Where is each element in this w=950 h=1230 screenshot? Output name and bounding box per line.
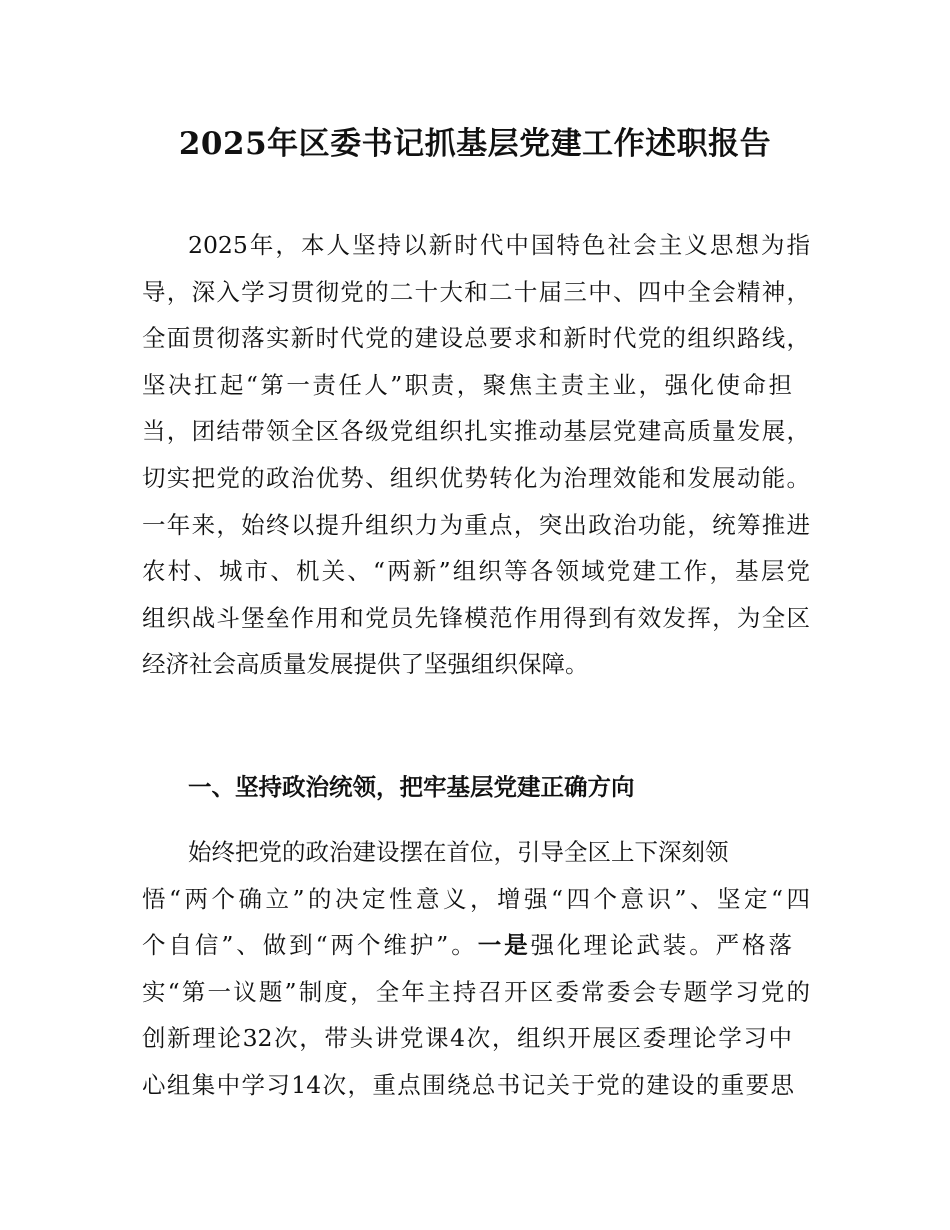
text-line: 全面贯彻落实新时代党的建设总要求和新时代党的组织路线， [142, 324, 810, 353]
text-line: 经济社会高质量发展提供了坚强组织保障。 [142, 650, 589, 679]
text-line: 坚决扛起“第一责任人”职责，聚焦主责主业，强化使命担 [142, 370, 792, 399]
text-line: 悟“两个确立”的决定性意义，增强“四个意识”、坚定“四 [142, 884, 810, 913]
text-segment: 个自信”、做到“两个维护”。 [142, 931, 478, 960]
text-line: 2025年，本人坚持以新时代中国特色社会主义思想为指 [188, 231, 810, 259]
text-line: 组织战斗堡垒作用和党员先锋模范作用得到有效发挥，为全区 [142, 603, 810, 632]
text-segment: 强化理论武装。严格落 [530, 931, 793, 960]
document-title: 2025年区委书记抓基层党建工作述职报告 [178, 126, 772, 162]
text-line: 实“第一议题”制度，全年主持召开区委常委会专题学习党的 [142, 977, 810, 1006]
section-heading: 一、坚持政治统领，把牢基层党建正确方向 [188, 773, 635, 801]
text-line: 切实把党的政治优势、组织优势转化为治理效能和发展动能。 [142, 463, 810, 492]
intro-paragraph [142, 222, 810, 688]
text-line: 当，团结带领全区各级党组织扎实推动基层党建高质量发展， [142, 417, 810, 446]
bold-marker: 一是 [477, 931, 531, 960]
text-line: 导，深入学习贯彻党的二十大和二十届三中、四中全会精神， [142, 277, 810, 306]
section1-paragraph [142, 829, 810, 1109]
text-line: 农村、城市、机关、“两新”组织等各领域党建工作，基层党 [142, 557, 810, 586]
text-line: 创新理论32次，带头讲党课4次，组织开展区委理论学习中 [142, 1024, 792, 1053]
text-line: 始终把党的政治建设摆在首位，引导全区上下深刻领 [188, 838, 729, 866]
text-line [142, 922, 792, 969]
text-line: 心组集中学习14次，重点围绕总书记关于党的建设的重要思 [142, 1070, 794, 1099]
text-line: 一年来，始终以提升组织力为重点，突出政治功能，统筹推进 [142, 510, 810, 539]
